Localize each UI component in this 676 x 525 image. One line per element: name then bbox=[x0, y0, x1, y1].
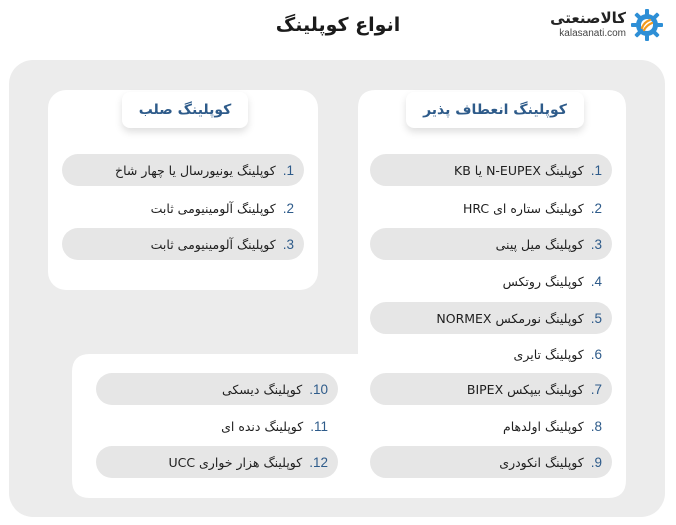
item-number: 12. bbox=[309, 454, 328, 470]
list-item bbox=[370, 302, 612, 334]
item-number: 6. bbox=[590, 346, 602, 362]
list-item bbox=[370, 228, 612, 260]
list-item bbox=[370, 265, 612, 297]
diagram-title: انواع کوپلینگ bbox=[275, 14, 401, 36]
logo-brand-text: کالاصنعتی bbox=[550, 9, 626, 27]
item-number: 11. bbox=[310, 418, 328, 434]
item-number: 2. bbox=[590, 200, 602, 216]
list-item bbox=[370, 410, 612, 442]
item-number: 2. bbox=[282, 200, 294, 216]
item-label: کوپلینگ انکودری bbox=[499, 454, 584, 470]
item-label: کوپلینگ N-EUPEX یا KB bbox=[454, 162, 584, 178]
list-item bbox=[370, 154, 612, 186]
item-label: کوپلینگ روتکس bbox=[502, 273, 584, 289]
item-label: کوپلینگ نورمکس NORMEX bbox=[436, 310, 584, 326]
list-item bbox=[370, 373, 612, 405]
item-label: کوپلینگ آلومینیومی ثابت bbox=[150, 200, 276, 216]
item-number: 9. bbox=[590, 454, 602, 470]
item-number: 5. bbox=[590, 310, 602, 326]
item-label: کوپلینگ هزار خواری UCC bbox=[168, 454, 303, 470]
flexible-panel-title: کوپلینگ انعطاف پذیر bbox=[406, 92, 584, 128]
list-item bbox=[96, 446, 338, 478]
item-number: 1. bbox=[282, 162, 294, 178]
item-number: 3. bbox=[282, 236, 294, 252]
item-label: کوپلینگ اولدهام bbox=[502, 418, 584, 434]
list-item bbox=[62, 154, 304, 186]
item-number: 3. bbox=[590, 236, 602, 252]
item-label: کوپلینگ بیپکس BIPEX bbox=[466, 381, 584, 397]
item-label: کوپلینگ دنده ای bbox=[221, 418, 304, 434]
item-label: کوپلینگ یونیورسال یا چهار شاخ bbox=[115, 162, 276, 178]
item-label: کوپلینگ میل پینی bbox=[495, 236, 584, 252]
rigid-panel-title: کوپلینگ صلب bbox=[122, 92, 248, 128]
item-label: کوپلینگ آلومینیومی ثابت bbox=[150, 236, 276, 252]
list-item bbox=[96, 410, 338, 442]
list-item bbox=[96, 373, 338, 405]
item-label: کوپلینگ ستاره ای HRC bbox=[462, 200, 584, 216]
item-number: 10. bbox=[309, 381, 328, 397]
logo-domain-text: kalasanati.com bbox=[559, 28, 626, 39]
item-number: 1. bbox=[590, 162, 602, 178]
list-item bbox=[62, 228, 304, 260]
list-item bbox=[62, 192, 304, 224]
list-item bbox=[370, 192, 612, 224]
list-item bbox=[370, 338, 612, 370]
item-number: 4. bbox=[590, 273, 602, 289]
item-label: کوپلینگ تایری bbox=[513, 346, 584, 362]
item-label: کوپلینگ دیسکی bbox=[221, 381, 303, 397]
list-item bbox=[370, 446, 612, 478]
item-number: 8. bbox=[590, 418, 602, 434]
item-number: 7. bbox=[590, 381, 602, 397]
